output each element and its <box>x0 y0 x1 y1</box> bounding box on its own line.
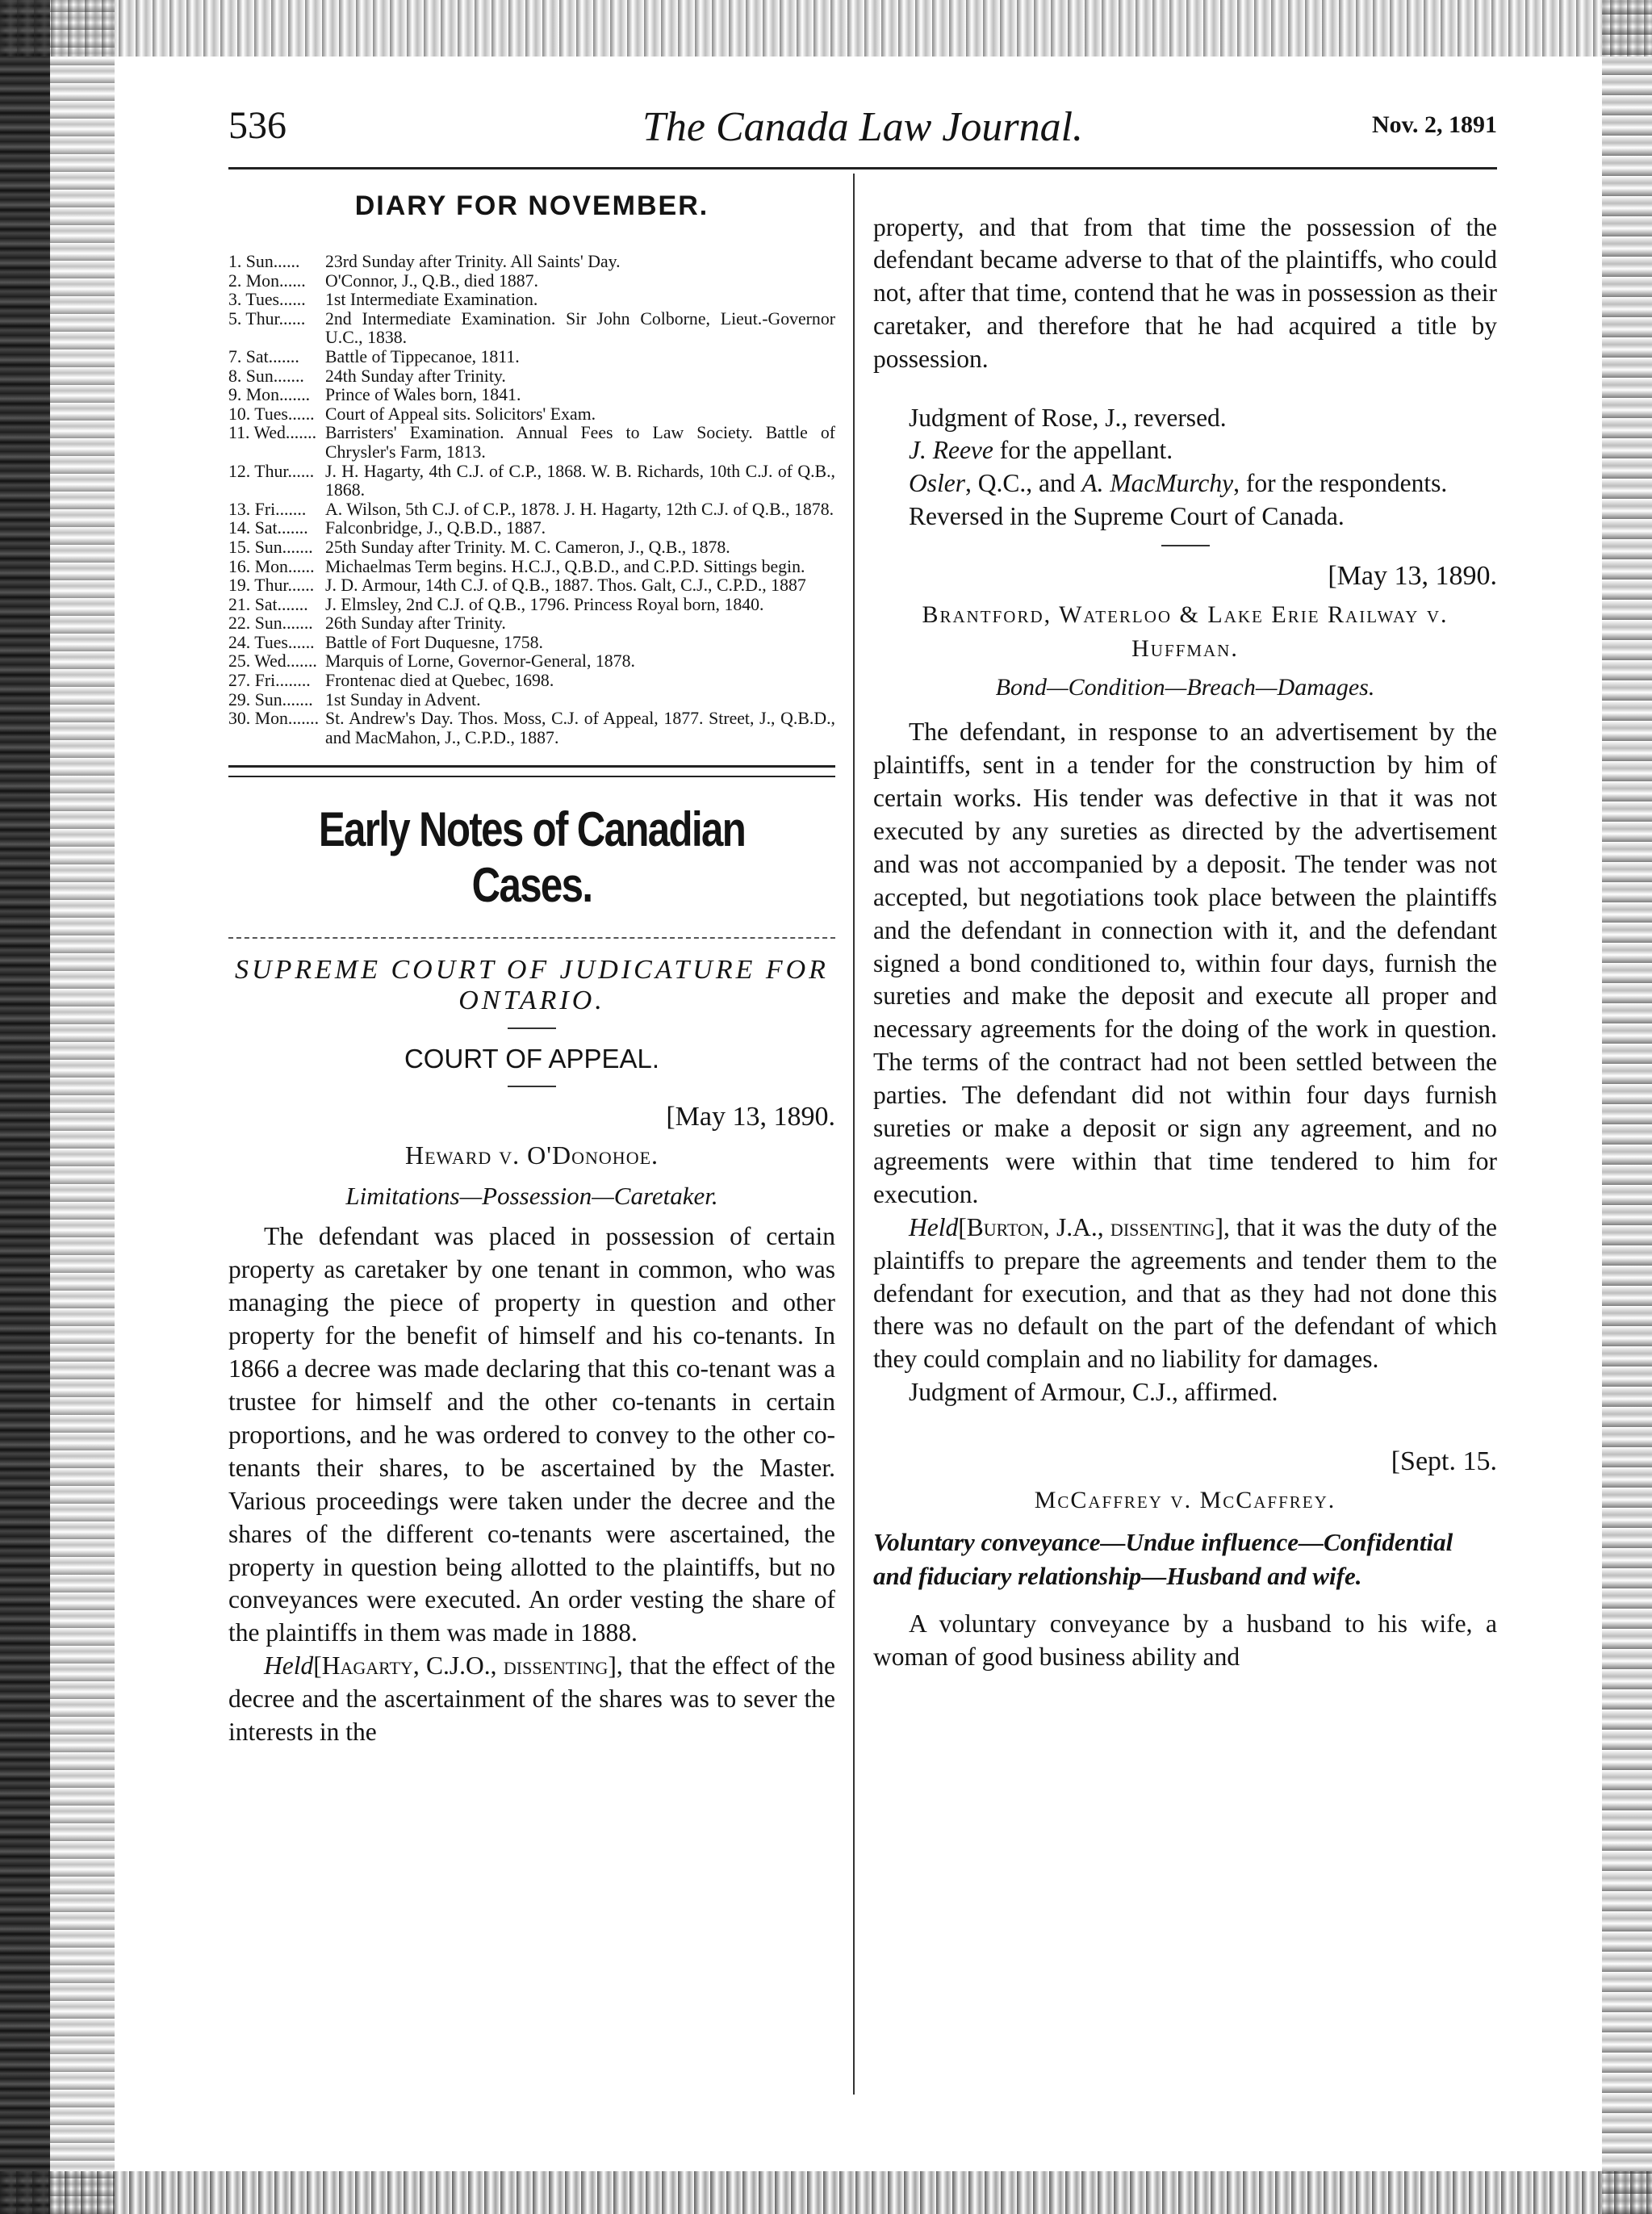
diary-text: J. Elmsley, 2nd C.J. of Q.B., 1796. Princess Royal born, 1840. <box>325 594 764 614</box>
case-name: Brantford, Waterloo & Lake Erie Railway v. Huffman. <box>922 601 1449 663</box>
diary-entry <box>228 348 835 367</box>
diary-day: 2. Mon...... <box>228 270 306 291</box>
diary-text: Battle of Fort Duquesne, 1758. <box>325 632 544 652</box>
diary-day: 8. Sun....... <box>228 366 304 386</box>
scan-edge-left-fade <box>50 0 115 2214</box>
counsel-role: for the appellant. <box>993 436 1173 465</box>
court-heading: SUPREME COURT OF JUDICATURE FOR ONTARIO. <box>235 955 829 1016</box>
held-text: that it was the duty of the plaintiffs to prepare the agreements and tender them to the defendant for execution, and that as they had not done this there was no default on the part of the defendant of which they could complain and no liability for damages. <box>873 1212 1498 1374</box>
diary-text: A. Wilson, 5th C.J. of C.P., 1878. J. H. Hagarty, 12th C.J. of Q.B., 1878. <box>325 499 834 519</box>
header-rule <box>228 167 1497 170</box>
running-header <box>228 103 1497 152</box>
held-judge: [Burton, J.A., dissenting], <box>958 1212 1230 1241</box>
diary-day: 1. Sun...... <box>228 252 300 271</box>
case-headnote: Voluntary conveyance—Undue influence—Confidential and fiduciary relationship—Husband and wife. <box>873 1528 1453 1591</box>
diary-entry <box>228 538 835 558</box>
diary-day: 13. Fri....... <box>228 499 307 519</box>
diary-day: 14. Sat....... <box>228 518 308 538</box>
diary-entry <box>228 519 835 538</box>
diary-text: 25th Sunday after Trinity. M. C. Cameron, J., Q.B., 1878. <box>325 537 730 557</box>
diary-entry <box>228 367 835 387</box>
diary-text: O'Connor, J., Q.B., died 1887. <box>325 270 539 291</box>
diary-day: 21. Sat....... <box>228 594 308 614</box>
diary-text: 24th Sunday after Trinity. <box>325 366 506 386</box>
case-name: Heward v. O'Donohoe. <box>404 1140 659 1170</box>
diary-text: Michaelmas Term begins. H.C.J., Q.B.D., and C.P.D. Sittings begin. <box>325 556 805 576</box>
diary-text: Prince of Wales born, 1841. <box>325 385 521 405</box>
diary-entry <box>228 310 835 348</box>
counsel-role: , for the respondents. <box>1233 469 1448 498</box>
scan-edge-bottom <box>0 2171 1652 2214</box>
diary-day: 22. Sun....... <box>228 613 313 634</box>
diary-text: Battle of Tippecanoe, 1811. <box>325 346 520 366</box>
diary-list <box>228 253 835 747</box>
diary-entry <box>228 253 835 272</box>
diary-entry <box>228 558 835 577</box>
diary-entry <box>228 291 835 310</box>
short-rule <box>1161 545 1210 546</box>
diary-entry <box>228 424 835 462</box>
journal-title: The Canada Law Journal. <box>642 104 1084 150</box>
scan-edge-left <box>0 0 50 2214</box>
counsel-name: J. Reeve <box>909 436 993 465</box>
diary-entry <box>228 634 835 653</box>
diary-text: 1st Intermediate Examination. <box>325 290 538 310</box>
case-name: McCaffrey v. McCaffrey. <box>1034 1487 1336 1514</box>
dashed-rule <box>228 937 835 939</box>
diary-day: 19. Thur...... <box>228 575 315 596</box>
diary-day: 15. Sun....... <box>228 537 313 557</box>
result-line: Reversed in the Supreme Court of Canada. <box>909 502 1345 531</box>
section-title: Early Notes of Canadian Cases. <box>318 802 746 913</box>
diary-entry <box>228 672 835 691</box>
diary-day: 11. Wed....... <box>228 423 317 443</box>
diary-day: 3. Tues...... <box>228 290 306 310</box>
judgment-line: Judgment of Armour, C.J., affirmed. <box>909 1378 1278 1407</box>
diary-title: DIARY FOR NOVEMBER. <box>354 190 709 221</box>
column-divider <box>853 174 855 2095</box>
diary-day: 12. Thur...... <box>228 461 315 481</box>
diary-text: 1st Sunday in Advent. <box>325 689 481 709</box>
diary-text: 26th Sunday after Trinity. <box>325 613 506 634</box>
diary-day: 7. Sat....... <box>228 346 299 366</box>
case-headnote: Bond—Condition—Breach—Damages. <box>995 674 1375 701</box>
counsel-name: Osler <box>909 469 965 498</box>
diary-entry <box>228 691 835 710</box>
case-held-paragraph <box>228 1650 835 1749</box>
diary-day: 29. Sun....... <box>228 689 313 709</box>
counsel-line <box>909 467 1497 500</box>
right-column <box>873 186 1497 1674</box>
scan-edge-top <box>0 0 1652 57</box>
diary-entry <box>228 652 835 672</box>
case-paragraph: The defendant was placed in possession of certain property as caretaker by one tenant in common, who was managing the piece of property in question and other property for the benefit of himself and his co-tenants. In 1866 a decree was made declaring that this co-tenant was a trustee for himself and the other co-tenants in certain proportions, and he was ordered to convey to the other co-tenants their shares, to be ascertained by the Master. Various proceedings were taken under the decree and the shares of the different co-tenants were ascertained, the property in question being allotted to the plaintiffs, but no conveyances were executed. An order vesting the share of the plaintiffs in them was made in 1888. <box>228 1222 835 1647</box>
diary-day: 25. Wed....... <box>228 651 317 672</box>
diary-day: 24. Tues...... <box>228 632 315 652</box>
diary-day: 5. Thur...... <box>228 308 306 329</box>
case-paragraph: A voluntary conveyance by a husband to his wife, a woman of good business ability and <box>873 1609 1497 1672</box>
diary-entry <box>228 500 835 520</box>
case-paragraph: The defendant, in response to an advertisement by the plaintiffs, sent in a tender for the construction by him of certain works. His tender was defective in that it was not executed by any sureties as directed by the advertisement and was not accompanied by a deposit. The tender was not accepted, but negotiations took place between the plaintiffs and the defendant in connection with it, and the defendant signed a bond conditioned to, within four days, furnish the sureties and make the deposit and execute all proper and necessary agreements for the doing of the work in question. The terms of the contract had not been settled between the parties. The defendant did not within four days furnish sureties or make a deposit or sign any agreement, and no agreements were within that time tendered to him for execution. <box>873 718 1497 1208</box>
court-name: COURT OF APPEAL. <box>404 1044 660 1074</box>
diary-entry <box>228 596 835 615</box>
diary-entry <box>228 709 835 747</box>
case-date: [Sept. 15. <box>1391 1446 1497 1477</box>
diary-entry <box>228 405 835 425</box>
diary-day: 9. Mon....... <box>228 385 311 405</box>
issue-date: Nov. 2, 1891 <box>1371 111 1497 138</box>
scan-edge-right <box>1602 0 1652 2214</box>
diary-entry <box>228 386 835 405</box>
counsel-line <box>909 434 1497 467</box>
double-rule <box>228 765 835 777</box>
diary-text: Marquis of Lorne, Governor-General, 1878. <box>325 651 635 672</box>
diary-entry <box>228 462 835 500</box>
diary-day: 30. Mon....... <box>228 709 320 729</box>
case-headnote: Limitations—Possession—Caretaker. <box>345 1182 718 1211</box>
short-rule <box>508 1027 556 1029</box>
counsel-name: A. MacMurchy <box>1081 469 1234 498</box>
held-judge: [Hagarty, C.J.O., dissenting], <box>313 1651 623 1680</box>
diary-entry <box>228 614 835 634</box>
held-label: Held <box>909 1212 959 1241</box>
diary-text: Barristers' Examination. Annual Fees to Law Society. Battle of Chrysler's Farm, 1813. <box>325 423 835 462</box>
left-column <box>228 186 835 1749</box>
diary-text: Frontenac died at Quebec, 1698. <box>325 671 554 691</box>
case-held-continued: property, and that from that time the possession of the defendant became adverse to that of the plaintiffs, who could not, after that time, contend that he was in possession as their caretaker, and therefore that he had acquired a title by possession. <box>873 212 1497 374</box>
diary-text: Falconbridge, J., Q.B.D., 1887. <box>325 518 546 538</box>
short-rule <box>508 1086 556 1087</box>
diary-text: St. Andrew's Day. Thos. Moss, C.J. of Appeal, 1877. Street, J., Q.B.D., and MacMahon, J., C.P.D., 1887. <box>325 709 835 747</box>
diary-text: J. D. Armour, 14th C.J. of Q.B., 1887. Thos. Galt, C.J., C.P.D., 1887 <box>325 575 806 596</box>
diary-day: 10. Tues...... <box>228 404 315 424</box>
diary-entry <box>228 272 835 291</box>
held-text: that the effect of the decree and the ascertainment of the shares was to sever the interests in the <box>228 1651 836 1747</box>
diary-entry <box>228 576 835 596</box>
diary-text: J. H. Hagarty, 4th C.J. of C.P., 1868. W. B. Richards, 10th C.J. of Q.B., 1868. <box>325 461 835 500</box>
page-number: 536 <box>228 104 286 147</box>
diary-day: 27. Fri........ <box>228 671 311 691</box>
diary-day: 16. Mon...... <box>228 556 315 576</box>
case-held-paragraph <box>873 1212 1497 1377</box>
diary-text: Court of Appeal sits. Solicitors' Exam. <box>325 404 596 424</box>
case-date: [May 13, 1890. <box>666 1102 835 1132</box>
case-date: [May 13, 1890. <box>1328 561 1497 592</box>
diary-text: 2nd Intermediate Examination. Sir John Colborne, Lieut.-Governor U.C., 1838. <box>325 308 835 348</box>
diary-text: 23rd Sunday after Trinity. All Saints' Day. <box>325 252 621 271</box>
held-label: Held <box>264 1651 314 1680</box>
judgment-line: Judgment of Rose, J., reversed. <box>909 403 1227 432</box>
counsel-joiner: , Q.C., and <box>965 469 1082 498</box>
